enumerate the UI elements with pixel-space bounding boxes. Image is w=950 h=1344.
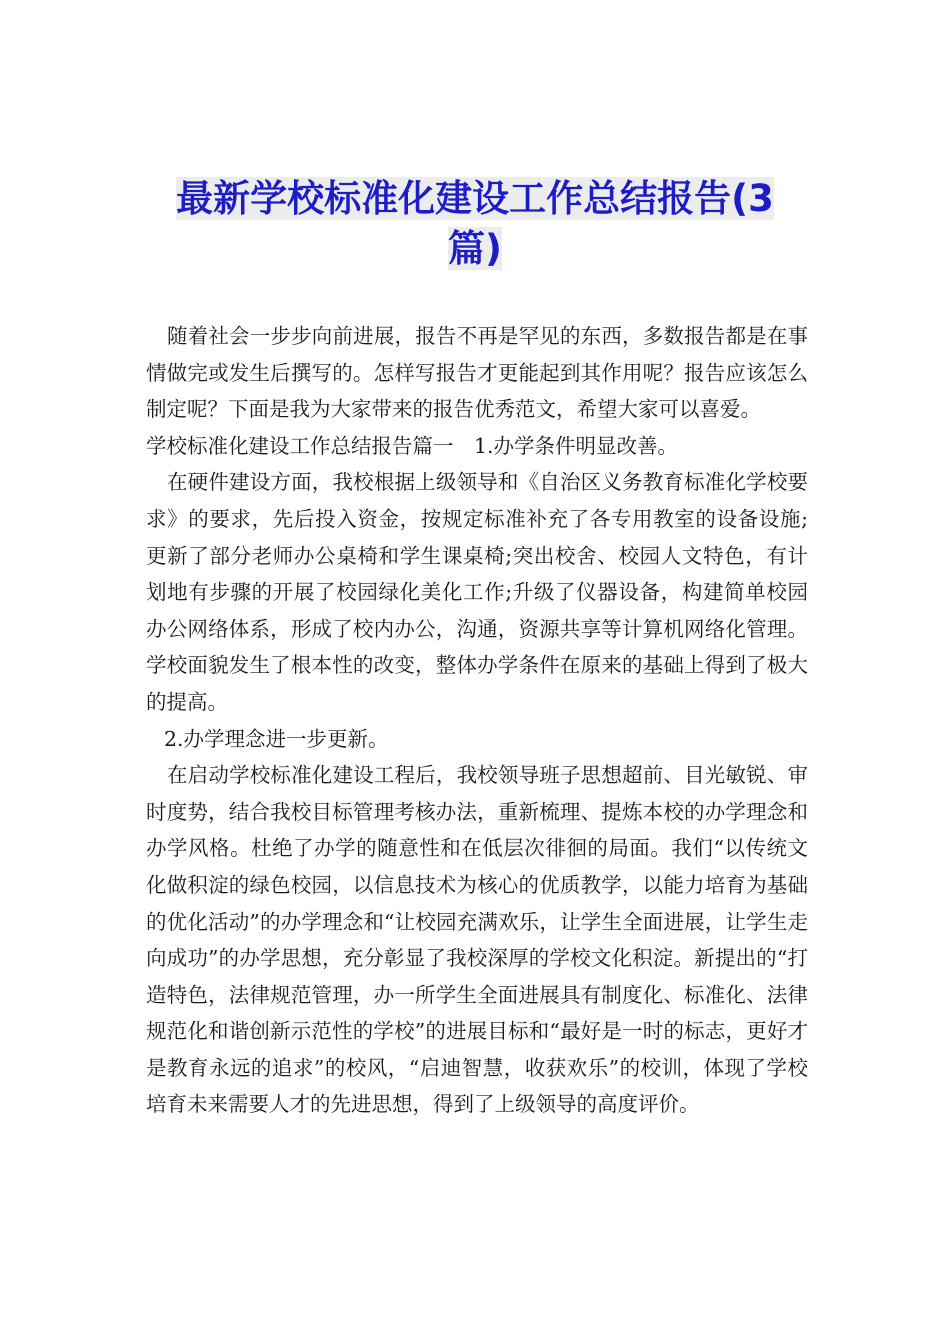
section-heading: 学校标准化建设工作总结报告篇一 1.办学条件明显改善。 [146, 433, 679, 458]
intro-paragraph: 随着社会一步步向前进展，报告不再是罕见的东西，多数报告都是在事情做完或发生后撰写的。怎样写报告才更能起到其作用呢？报告应该怎么制定呢？下面是我为大家带来的报告优秀范文，希望大家可以喜爱。 [146, 324, 808, 422]
document-body [146, 318, 808, 1123]
item-heading-2: 2.办学理念进一步更新。 [164, 726, 389, 751]
paragraph-philosophy: 在启动学校标准化建设工程后，我校领导班子思想超前、目光敏锐、审时度势，结合我校目标管理考核办法，重新梳理、提炼本校的办学理念和办学风格。杜绝了办学的随意性和在低层次徘徊的局面。我们“以传统文化做积淀的绿色校园，以信息技术为核心的优质教学，以能力培育为基础的优化活动”的办学理念和“让校园充满欢乐，让学生全面进展，让学生走向成功”的办学思想，充分彰显了我校深厚的学校文化积淀。新提出的“打造特色，法律规范管理，办一所学生全面进展具有制度化、标准化、法律规范化和谐创新示范性的学校”的进展目标和“最好是一时的标志，更好才是教育永远的追求”的校风，“启迪智慧，收获欢乐”的校训，体现了学校培育未来需要人才的先进思想，得到了上级领导的高度评价。 [146, 763, 808, 1117]
document-title [150, 174, 800, 274]
paragraph-hardware: 在硬件建设方面，我校根据上级领导和《自治区义务教育标准化学校要求》的要求，先后投入资金，按规定标准补充了各专用教室的设备设施;更新了部分老师办公桌椅和学生课桌椅;突出校舍、校园人文特色，有计划地有步骤的开展了校园绿化美化工作;升级了仪器设备，构建简单校园办公网络体系，形成了校内办公，沟通，资源共享等计算机网络化管理。 学校面貌发生了根本性的改变，整体办学条件在原来的基础上得到了极大的提高。 [146, 470, 808, 714]
title-line-1: 最新学校标准化建设工作总结报告(3 [176, 177, 774, 220]
title-line-2: 篇) [448, 227, 502, 270]
